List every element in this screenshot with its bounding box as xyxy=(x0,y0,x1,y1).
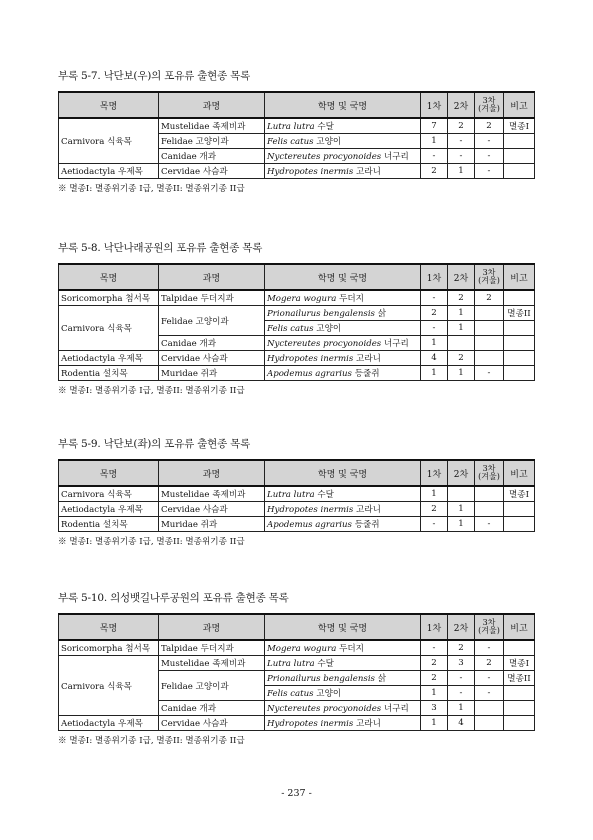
family-cell: Cervidae 사슴과 xyxy=(159,502,265,517)
order-cell: Aetiodactyla 우제목 xyxy=(59,716,159,731)
count-2: 1 xyxy=(448,701,475,716)
note-cell xyxy=(504,640,535,656)
family-cell: Muridae 쥐과 xyxy=(159,517,265,532)
count-1: 2 xyxy=(421,306,448,321)
count-1: 2 xyxy=(421,671,448,686)
table-header-row xyxy=(59,92,535,118)
count-2: 2 xyxy=(448,640,475,656)
section-title: 부록 5-10. 의성뱃길나루공원의 포유류 출현종 목록 xyxy=(58,592,289,604)
family-cell: Mustelidae 족제비과 xyxy=(159,118,265,134)
count-2: - xyxy=(448,686,475,701)
header-family: 과명 xyxy=(159,614,265,640)
count-3: 2 xyxy=(475,656,504,671)
order-cell: Soricomorpha 첨서목 xyxy=(59,290,159,306)
species-table xyxy=(58,459,535,532)
count-1: 1 xyxy=(421,486,448,502)
count-1: 1 xyxy=(421,134,448,149)
family-cell: Felidae 고양이과 xyxy=(159,671,265,701)
count-2: 1 xyxy=(448,366,475,381)
species-cell: Apodemus agrarius 등줄쥐 xyxy=(265,366,421,381)
count-2 xyxy=(448,486,475,502)
count-3 xyxy=(475,701,504,716)
species-table xyxy=(58,613,535,731)
count-1: 1 xyxy=(421,366,448,381)
table-row xyxy=(59,366,535,381)
note-cell: 멸종I xyxy=(504,486,535,502)
count-3: - xyxy=(475,686,504,701)
family-cell: Cervidae 사슴과 xyxy=(159,351,265,366)
count-1: - xyxy=(421,149,448,164)
count-2: 4 xyxy=(448,716,475,731)
family-cell: Cervidae 사슴과 xyxy=(159,164,265,179)
header-second: 2차 xyxy=(448,264,475,290)
table-row xyxy=(59,290,535,306)
count-2: - xyxy=(448,149,475,164)
header-first: 1차 xyxy=(421,614,448,640)
note-cell xyxy=(504,366,535,381)
header-order: 목명 xyxy=(59,614,159,640)
table-row xyxy=(59,640,535,656)
header-note: 비고 xyxy=(504,264,535,290)
family-cell: Mustelidae 족제비과 xyxy=(159,656,265,671)
table-header-row xyxy=(59,614,535,640)
count-3 xyxy=(475,716,504,731)
count-3 xyxy=(475,306,504,321)
count-3: - xyxy=(475,517,504,532)
count-3 xyxy=(475,502,504,517)
count-1: - xyxy=(421,321,448,336)
count-3 xyxy=(475,336,504,351)
species-cell: Lutra lutra 수달 xyxy=(265,656,421,671)
header-order: 목명 xyxy=(59,264,159,290)
family-cell: Canidae 개과 xyxy=(159,336,265,351)
species-cell: Nyctereutes procyonoides 너구리 xyxy=(265,149,421,164)
section-5-9 xyxy=(58,436,534,547)
count-1: 1 xyxy=(421,686,448,701)
count-2: - xyxy=(448,134,475,149)
count-1: - xyxy=(421,517,448,532)
count-1: 7 xyxy=(421,118,448,134)
note-cell xyxy=(504,351,535,366)
table-header-row xyxy=(59,460,535,486)
legend-note: ※ 멸종I: 멸종위기종 I급, 멸종II: 멸종위기종 II급 xyxy=(58,184,245,194)
species-cell: Lutra lutra 수달 xyxy=(265,118,421,134)
section-title: 부록 5-8. 낙단나래공원의 포유류 출현종 목록 xyxy=(58,242,263,254)
count-2: 3 xyxy=(448,656,475,671)
order-cell: Carnivora 식육목 xyxy=(59,486,159,502)
family-cell: Cervidae 사슴과 xyxy=(159,716,265,731)
species-cell: Mogera wogura 두더지 xyxy=(265,640,421,656)
header-species: 학명 및 국명 xyxy=(265,264,421,290)
count-2: 1 xyxy=(448,164,475,179)
count-2: 2 xyxy=(448,351,475,366)
header-order: 목명 xyxy=(59,92,159,118)
count-3: - xyxy=(475,640,504,656)
order-cell: Soricomorpha 첨서목 xyxy=(59,640,159,656)
count-2: 2 xyxy=(448,118,475,134)
count-3: - xyxy=(475,164,504,179)
count-2: 1 xyxy=(448,321,475,336)
family-cell: Canidae 개과 xyxy=(159,149,265,164)
species-cell: Nyctereutes procyonoides 너구리 xyxy=(265,701,421,716)
header-second: 2차 xyxy=(448,460,475,486)
table-row xyxy=(59,517,535,532)
note-cell xyxy=(504,149,535,164)
table-row xyxy=(59,306,535,321)
count-1: - xyxy=(421,640,448,656)
header-family: 과명 xyxy=(159,460,265,486)
species-cell: Hydropotes inermis 고라니 xyxy=(265,351,421,366)
species-cell: Felis catus 고양이 xyxy=(265,686,421,701)
count-3 xyxy=(475,351,504,366)
header-third: 3차 (겨울) xyxy=(475,92,504,118)
family-cell: Canidae 개과 xyxy=(159,701,265,716)
count-3: - xyxy=(475,366,504,381)
order-cell: Aetiodactyla 우제목 xyxy=(59,351,159,366)
count-1: 1 xyxy=(421,336,448,351)
count-1: - xyxy=(421,290,448,306)
family-cell: Mustelidae 족제비과 xyxy=(159,486,265,502)
species-cell: Apodemus agrarius 등줄쥐 xyxy=(265,517,421,532)
order-cell: Carnivora 식육목 xyxy=(59,118,159,164)
table-header-row xyxy=(59,264,535,290)
header-note: 비고 xyxy=(504,92,535,118)
header-first: 1차 xyxy=(421,264,448,290)
family-cell: Talpidae 두더지과 xyxy=(159,640,265,656)
count-3: 2 xyxy=(475,290,504,306)
count-2: - xyxy=(448,671,475,686)
family-cell: Felidae 고양이과 xyxy=(159,134,265,149)
header-first: 1차 xyxy=(421,460,448,486)
order-cell: Carnivora 식육목 xyxy=(59,306,159,351)
species-cell: Prionailurus bengalensis 삵 xyxy=(265,671,421,686)
table-row xyxy=(59,164,535,179)
note-cell: 멸종I xyxy=(504,118,535,134)
note-cell xyxy=(504,701,535,716)
table-row xyxy=(59,502,535,517)
count-1: 2 xyxy=(421,502,448,517)
species-cell: Hydropotes inermis 고라니 xyxy=(265,164,421,179)
header-family: 과명 xyxy=(159,264,265,290)
header-first: 1차 xyxy=(421,92,448,118)
section-5-7 xyxy=(58,68,534,194)
table-row xyxy=(59,351,535,366)
count-1: 1 xyxy=(421,716,448,731)
species-cell: Hydropotes inermis 고라니 xyxy=(265,716,421,731)
count-2: 1 xyxy=(448,517,475,532)
species-cell: Mogera wogura 두더지 xyxy=(265,290,421,306)
header-third: 3차 (겨울) xyxy=(475,264,504,290)
count-2: 2 xyxy=(448,290,475,306)
header-note: 비고 xyxy=(504,460,535,486)
species-cell: Hydropotes inermis 고라니 xyxy=(265,502,421,517)
family-cell: Talpidae 두더지과 xyxy=(159,290,265,306)
header-third: 3차 (겨울) xyxy=(475,460,504,486)
species-cell: Felis catus 고양이 xyxy=(265,321,421,336)
species-table xyxy=(58,263,535,381)
note-cell xyxy=(504,290,535,306)
order-cell: Rodentia 설치목 xyxy=(59,517,159,532)
family-cell: Felidae 고양이과 xyxy=(159,306,265,336)
count-1: 3 xyxy=(421,701,448,716)
count-3: - xyxy=(475,134,504,149)
legend-note: ※ 멸종I: 멸종위기종 I급, 멸종II: 멸종위기종 II급 xyxy=(58,537,245,547)
note-cell xyxy=(504,686,535,701)
species-cell: Lutra lutra 수달 xyxy=(265,486,421,502)
count-3: 2 xyxy=(475,118,504,134)
note-cell xyxy=(504,134,535,149)
species-table xyxy=(58,91,535,179)
note-cell xyxy=(504,502,535,517)
header-third: 3차 (겨울) xyxy=(475,614,504,640)
header-second: 2차 xyxy=(448,614,475,640)
section-5-8 xyxy=(58,240,534,396)
note-cell: 멸종I xyxy=(504,656,535,671)
note-cell: 멸종II xyxy=(504,306,535,321)
table-row xyxy=(59,118,535,134)
count-3: - xyxy=(475,671,504,686)
header-family: 과명 xyxy=(159,92,265,118)
header-order: 목명 xyxy=(59,460,159,486)
header-species: 학명 및 국명 xyxy=(265,460,421,486)
header-note: 비고 xyxy=(504,614,535,640)
note-cell xyxy=(504,716,535,731)
count-1: 4 xyxy=(421,351,448,366)
count-3 xyxy=(475,486,504,502)
table-row xyxy=(59,486,535,502)
header-second: 2차 xyxy=(448,92,475,118)
legend-note: ※ 멸종I: 멸종위기종 I급, 멸종II: 멸종위기종 II급 xyxy=(58,386,245,396)
note-cell xyxy=(504,164,535,179)
count-3: - xyxy=(475,149,504,164)
header-species: 학명 및 국명 xyxy=(265,92,421,118)
header-species: 학명 및 국명 xyxy=(265,614,421,640)
count-3 xyxy=(475,321,504,336)
note-cell xyxy=(504,336,535,351)
page-number: - 237 - xyxy=(281,788,312,799)
order-cell: Aetiodactyla 우제목 xyxy=(59,502,159,517)
note-cell: 멸종II xyxy=(504,671,535,686)
table-row xyxy=(59,716,535,731)
note-cell xyxy=(504,517,535,532)
species-cell: Nyctereutes procyonoides 너구리 xyxy=(265,336,421,351)
count-2: 1 xyxy=(448,306,475,321)
section-title: 부록 5-7. 낙단보(우)의 포유류 출현종 목록 xyxy=(58,70,251,82)
order-cell: Carnivora 식육목 xyxy=(59,656,159,716)
species-cell: Felis catus 고양이 xyxy=(265,134,421,149)
table-row xyxy=(59,656,535,671)
species-cell: Prionailurus bengalensis 삵 xyxy=(265,306,421,321)
legend-note: ※ 멸종I: 멸종위기종 I급, 멸종II: 멸종위기종 II급 xyxy=(58,736,245,746)
section-title: 부록 5-9. 낙단보(좌)의 포유류 출현종 목록 xyxy=(58,438,251,450)
order-cell: Rodentia 설치목 xyxy=(59,366,159,381)
count-1: 2 xyxy=(421,164,448,179)
note-cell xyxy=(504,321,535,336)
count-2 xyxy=(448,336,475,351)
order-cell: Aetiodactyla 우제목 xyxy=(59,164,159,179)
family-cell: Muridae 쥐과 xyxy=(159,366,265,381)
count-1: 2 xyxy=(421,656,448,671)
section-5-10 xyxy=(58,590,534,746)
count-2: 1 xyxy=(448,502,475,517)
